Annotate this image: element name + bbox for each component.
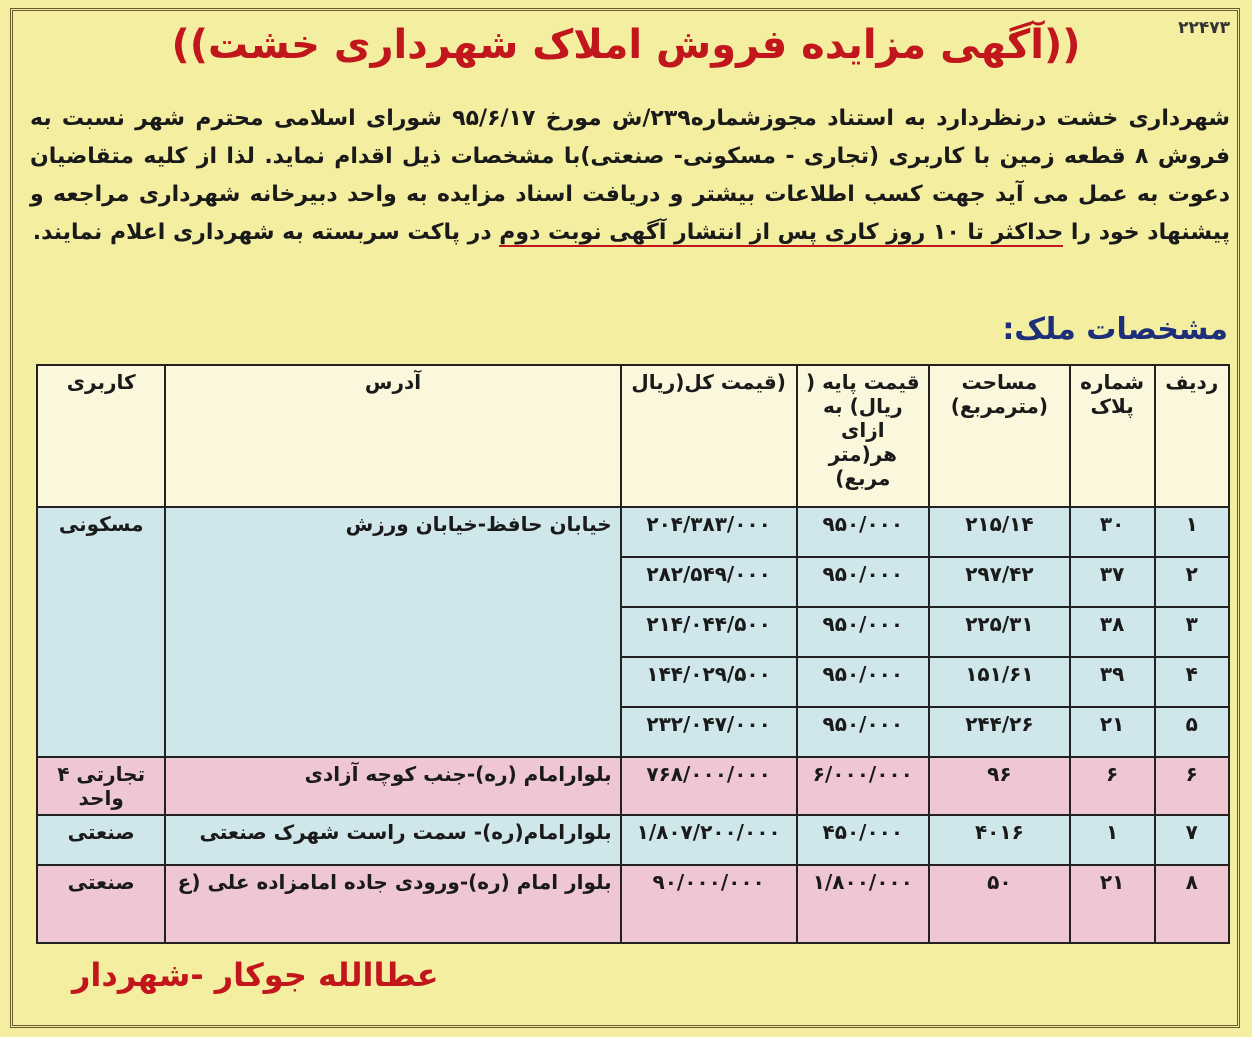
cell-row: ۲ xyxy=(1155,557,1230,607)
cell-total-price: ۱۴۴/۰۲۹/۵۰۰ xyxy=(621,657,797,707)
cell-plaque: ۱ xyxy=(1070,815,1155,865)
header-row: ردیف xyxy=(1155,365,1230,507)
cell-usage: مسکونی xyxy=(37,507,165,757)
cell-row: ۴ xyxy=(1155,657,1230,707)
cell-area: ۴۰۱۶ xyxy=(929,815,1070,865)
page-title: ((آگهی مزایده فروش املاک شهرداری خشت)) xyxy=(171,22,1081,68)
cell-row: ۸ xyxy=(1155,865,1230,943)
table-row xyxy=(37,865,1229,943)
cell-base-price: ۹۵۰/۰۰۰ xyxy=(797,707,929,757)
header-plaque: شماره پلاک xyxy=(1070,365,1155,507)
cell-base-price: ۹۵۰/۰۰۰ xyxy=(797,557,929,607)
intro-paragraph xyxy=(30,100,1230,252)
section-title: مشخصات ملک: xyxy=(1002,312,1228,347)
cell-area: ۵۰ xyxy=(929,865,1070,943)
cell-usage: تجارتی ۴ واحد xyxy=(37,757,165,815)
signature: عطاالله جوکار -شهردار xyxy=(72,956,439,994)
header-base-price: قیمت پایه ( ریال) به ازای هر(متر مربع) xyxy=(797,365,929,507)
cell-usage: صنعتی xyxy=(37,815,165,865)
cell-area: ۲۴۴/۲۶ xyxy=(929,707,1070,757)
cell-plaque: ۲۱ xyxy=(1070,865,1155,943)
table-header-row xyxy=(37,365,1229,507)
cell-total-price: ۷۶۸/۰۰۰/۰۰۰ xyxy=(621,757,797,815)
ad-number: ۲۲۴۷۳ xyxy=(1178,18,1230,38)
cell-address: بلوار امام (ره)-ورودی جاده امامزاده علی (ع xyxy=(165,865,620,943)
header-address: آدرس xyxy=(165,365,620,507)
property-table xyxy=(36,364,1230,944)
cell-plaque: ۶ xyxy=(1070,757,1155,815)
cell-plaque: ۳۹ xyxy=(1070,657,1155,707)
cell-address: بلوارامام(ره)- سمت راست شهرک صنعتی xyxy=(165,815,620,865)
cell-row: ۵ xyxy=(1155,707,1230,757)
cell-area: ۱۵۱/۶۱ xyxy=(929,657,1070,707)
table-row xyxy=(37,507,1229,557)
cell-base-price: ۱/۸۰۰/۰۰۰ xyxy=(797,865,929,943)
cell-base-price: ۶/۰۰۰/۰۰۰ xyxy=(797,757,929,815)
cell-base-price: ۴۵۰/۰۰۰ xyxy=(797,815,929,865)
cell-plaque: ۳۸ xyxy=(1070,607,1155,657)
cell-base-price: ۹۵۰/۰۰۰ xyxy=(797,607,929,657)
intro-main: شهرداری خشت درنظردارد به استناد مجوزشماره۲۳۹/ش مورخ ۹۵/۶/۱۷ شورای اسلامی محترم شهر نسبت به فروش ۸ قطعه زمین با کاربری (تجاری - مسکونی- صنعتی)با مشخصات ذیل اقدام نماید. لذا از کلیه متقاضیان دعوت به عمل می آید جهت کسب اطلاعات بیشتر و دریافت اسناد مزایده به واحد دبیرخانه شهرداری مراجعه و پیشنهاد خود را xyxy=(30,106,1231,245)
cell-row: ۶ xyxy=(1155,757,1230,815)
intro-deadline: حداکثر تا ۱۰ روز کاری پس از انتشار آگهی نوبت دوم xyxy=(499,220,1064,245)
table-row xyxy=(37,757,1229,815)
cell-total-price: ۲۱۴/۰۴۴/۵۰۰ xyxy=(621,607,797,657)
cell-total-price: ۲۳۲/۰۴۷/۰۰۰ xyxy=(621,707,797,757)
cell-area: ۲۱۵/۱۴ xyxy=(929,507,1070,557)
intro-end: در پاکت سربسته به شهرداری اعلام نمایند. xyxy=(32,220,500,245)
cell-total-price: ۲۰۴/۳۸۳/۰۰۰ xyxy=(621,507,797,557)
cell-address: خیابان حافظ-خیابان ورزش xyxy=(165,507,620,757)
cell-area: ۲۲۵/۳۱ xyxy=(929,607,1070,657)
cell-area: ۲۹۷/۴۲ xyxy=(929,557,1070,607)
cell-usage: صنعتی xyxy=(37,865,165,943)
cell-base-price: ۹۵۰/۰۰۰ xyxy=(797,657,929,707)
table-row xyxy=(37,815,1229,865)
header-usage: کاربری xyxy=(37,365,165,507)
cell-total-price: ۲۸۲/۵۴۹/۰۰۰ xyxy=(621,557,797,607)
cell-plaque: ۳۰ xyxy=(1070,507,1155,557)
cell-row: ۷ xyxy=(1155,815,1230,865)
cell-plaque: ۳۷ xyxy=(1070,557,1155,607)
cell-base-price: ۹۵۰/۰۰۰ xyxy=(797,507,929,557)
cell-area: ۹۶ xyxy=(929,757,1070,815)
cell-row: ۳ xyxy=(1155,607,1230,657)
header-area: مساحت (مترمربع) xyxy=(929,365,1070,507)
cell-total-price: ۹۰/۰۰۰/۰۰۰ xyxy=(621,865,797,943)
cell-address: بلوارامام (ره)-جنب کوچه آزادی xyxy=(165,757,620,815)
cell-plaque: ۲۱ xyxy=(1070,707,1155,757)
cell-total-price: ۱/۸۰۷/۲۰۰/۰۰۰ xyxy=(621,815,797,865)
header-total-price: (قیمت کل(ریال xyxy=(621,365,797,507)
cell-row: ۱ xyxy=(1155,507,1230,557)
